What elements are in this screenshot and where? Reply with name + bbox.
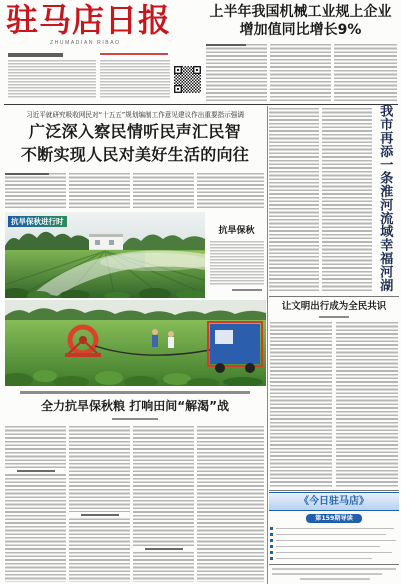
article-text-column	[334, 44, 397, 102]
guide-bullet-icon	[270, 533, 273, 536]
guide-bullet-icon	[270, 557, 273, 560]
qr-code	[174, 66, 201, 93]
masthead-logo: 驻马店日报	[6, 1, 172, 39]
lead-story-headline: 不断实现人民对美好生活的向往	[20, 145, 250, 164]
river-story-headline: 我市再添一条淮河流域幸福河湖	[377, 104, 393, 292]
article-text-column	[270, 322, 332, 488]
guide-bullet-icon	[270, 545, 273, 548]
article-text-column	[197, 173, 264, 210]
lead-story-kicker: 习近平就研究吸收网民对“十五五”规划编制工作意见建议作出重要指示强调	[26, 111, 244, 119]
article-subhead	[133, 546, 194, 552]
article-subhead	[69, 512, 130, 518]
column-divider	[267, 106, 268, 584]
guide-list-item	[276, 558, 372, 560]
article-text-column	[69, 173, 130, 210]
drought-story-byline	[112, 418, 158, 420]
article-text-column	[133, 426, 194, 582]
photo-caption-text	[210, 241, 264, 285]
guide-bullet-icon	[270, 551, 273, 554]
photo-credit	[232, 289, 262, 291]
guide-list-item	[276, 540, 396, 542]
drought-story-headline: 全力抗旱保秋粮 打响田间“解渴”战	[41, 399, 229, 413]
article-text-column	[322, 108, 372, 292]
water-mist	[100, 253, 205, 271]
page-footer-text	[272, 573, 382, 575]
commentary-headline: 让文明出行成为全民共识	[281, 301, 387, 312]
drought-relief-photo-lower	[5, 300, 266, 386]
article-text-column	[269, 108, 319, 292]
qr-finder	[193, 66, 201, 74]
guide-banner: 《今日驻马店》	[269, 492, 399, 511]
section-divider	[269, 296, 399, 297]
commentary-byline	[319, 316, 349, 318]
photo-side-title: 抗旱保秋	[218, 226, 255, 236]
farm-building	[89, 234, 123, 249]
pump-truck	[208, 322, 262, 373]
issue-date-line	[8, 53, 63, 57]
page-footer-text	[272, 568, 396, 570]
article-text-column	[133, 173, 194, 210]
lead-story-headline: 广泛深入察民情听民声汇民智	[29, 122, 241, 141]
section-divider	[269, 564, 399, 565]
top-story-headline: 增加值同比增长9%	[239, 22, 362, 38]
dateline	[206, 44, 246, 46]
article-text-column	[197, 426, 264, 582]
qr-finder	[174, 66, 182, 74]
guide-list-item	[276, 534, 386, 536]
dateline	[5, 173, 49, 175]
publisher-line	[100, 53, 168, 55]
guide-bullet-icon	[270, 527, 273, 530]
photo-section-label: 抗旱保秋进行时	[8, 216, 67, 227]
article-text-column	[270, 44, 331, 102]
article-text-column	[5, 426, 66, 582]
section-divider	[269, 490, 399, 491]
article-text-column	[5, 173, 66, 210]
guide-issue-badge: 第159期导读	[306, 514, 362, 523]
guide-bullet-icon	[270, 539, 273, 542]
guide-list-item	[276, 546, 380, 548]
guide-list-item	[276, 552, 392, 554]
article-text-column	[336, 322, 398, 488]
article-subhead	[5, 468, 66, 474]
issue-info-text	[100, 60, 170, 98]
drought-story-kicker	[20, 391, 250, 394]
masthead-pinyin: ZHUMADIAN RIBAO	[50, 40, 121, 46]
article-text-column	[206, 44, 267, 102]
guide-list-item	[276, 528, 394, 530]
qr-finder	[174, 85, 182, 93]
top-story-headline: 上半年我国机械工业规上企业	[209, 4, 392, 20]
article-text-column	[69, 426, 130, 582]
page-footer-text	[300, 578, 370, 580]
section-divider	[4, 104, 398, 105]
issue-info-text	[8, 60, 96, 98]
